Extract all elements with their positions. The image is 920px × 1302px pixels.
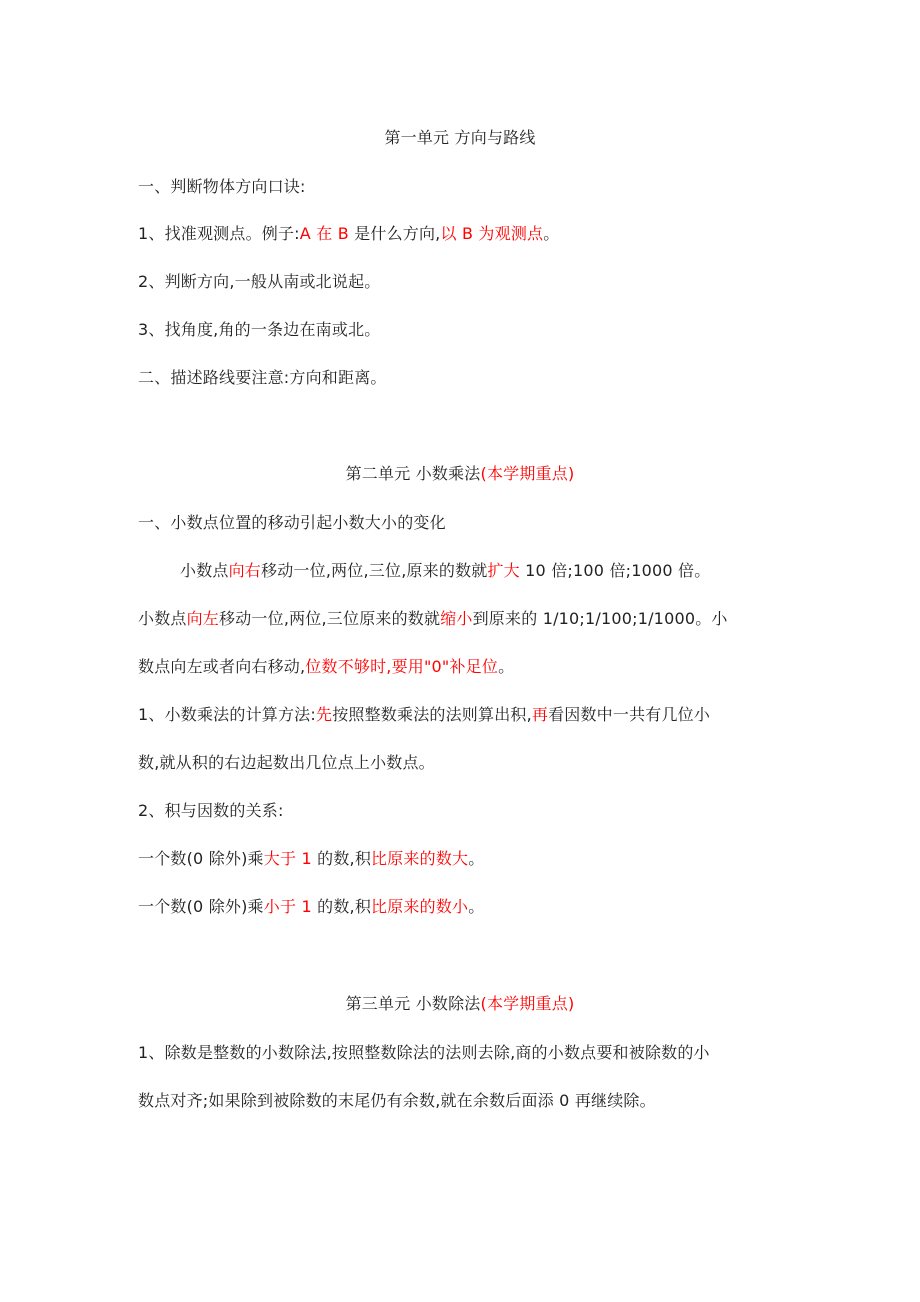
- highlight-segment: 比原来的数大: [371, 849, 469, 868]
- text-segment: 按照整数乘法的法则算出积,: [332, 705, 532, 724]
- text-segment: 数,就从积的右边起数出几位点上小数点。: [138, 753, 435, 772]
- text-segment: 1、除数是整数的小数除法,按照整数除法的法则去除,商的小数点要和被除数的小: [138, 1043, 710, 1062]
- highlight-segment: A 在 B: [299, 224, 349, 243]
- text-segment: 一个数(0 除外)乘: [138, 897, 264, 916]
- text-segment: 的数,积: [311, 849, 372, 868]
- text-segment: 。: [498, 657, 515, 676]
- unit-2-line-5: [138, 703, 710, 727]
- text-segment: 10 倍;100 倍;1000 倍。: [519, 561, 711, 580]
- highlight-segment: 先: [315, 705, 333, 724]
- text-segment: 一、小数点位置的移动引起小数大小的变化: [138, 513, 446, 532]
- highlight-segment: 以 B 为观测点: [440, 224, 544, 243]
- highlight-segment: 比原来的数小: [371, 897, 469, 916]
- text-segment: 一个数(0 除外)乘: [138, 849, 264, 868]
- highlight-segment: 向右: [228, 561, 262, 580]
- unit-2-line-6: [138, 751, 435, 775]
- text-segment: 二、描述路线要注意:方向和距离。: [138, 368, 387, 387]
- text-segment: 移动一位,两位,三位原来的数就: [219, 609, 441, 628]
- text-segment: 数点向左或者向右移动,: [138, 657, 306, 676]
- text-segment: 小数点: [138, 609, 187, 628]
- unit-1-title: [0, 126, 920, 150]
- highlight-segment: 向左: [186, 609, 220, 628]
- unit-2-title-highlight: (本学期重点): [480, 464, 575, 483]
- highlight-segment: 大于 1: [263, 849, 312, 868]
- text-segment: 的数,积: [311, 897, 372, 916]
- unit-2-line-3: [138, 607, 728, 631]
- highlight-segment: 缩小: [440, 609, 473, 628]
- text-segment: 2、积与因数的关系:: [138, 801, 284, 820]
- text-segment: 。: [543, 224, 560, 243]
- unit-1-line-2: [138, 222, 559, 246]
- unit-2-line-8: [138, 847, 484, 871]
- text-segment: 是什么方向,: [348, 224, 441, 243]
- unit-2-line-9: [138, 895, 484, 919]
- unit-2-line-4: [138, 655, 514, 679]
- text-segment: 。: [468, 897, 485, 916]
- highlight-segment: 扩大: [487, 561, 520, 580]
- highlight-segment: 位数不够时,要用"0"补足位: [305, 657, 499, 676]
- highlight-segment: 再: [531, 705, 549, 724]
- text-segment: 。: [468, 849, 485, 868]
- text-segment: 小数点: [180, 561, 229, 580]
- unit-1-line-3: [138, 270, 380, 294]
- text-segment: 看因数中一共有几位小: [548, 705, 711, 724]
- unit-1-line-1: [138, 175, 306, 199]
- unit-3-title-text: 第三单元 小数除法: [345, 994, 481, 1013]
- text-segment: 3、找角度,角的一条边在南或北。: [138, 320, 381, 339]
- unit-2-line-1: [138, 511, 446, 535]
- highlight-segment: 小于 1: [263, 897, 312, 916]
- text-segment: 到原来的 1/10;1/100;1/1000。小: [472, 609, 728, 628]
- text-segment: 2、判断方向,一般从南或北说起。: [138, 272, 381, 291]
- unit-2-title-text: 第二单元 小数乘法: [345, 464, 481, 483]
- text-segment: 1、小数乘法的计算方法:: [138, 705, 316, 724]
- unit-3-line-2: [138, 1089, 656, 1113]
- text-segment: 1、找准观测点。例子:: [138, 224, 300, 243]
- text-segment: 一、判断物体方向口诀:: [138, 177, 306, 196]
- text-segment: 移动一位,两位,三位,原来的数就: [261, 561, 488, 580]
- unit-1-line-5: [138, 366, 387, 390]
- unit-1-line-4: [138, 318, 380, 342]
- unit-2-title: [0, 462, 920, 486]
- unit-1-title-text: 第一单元 方向与路线: [384, 128, 536, 147]
- unit-2-line-7: [138, 799, 284, 823]
- unit-3-title: [0, 992, 920, 1016]
- text-segment: 数点对齐;如果除到被除数的末尾仍有余数,就在余数后面添 0 再继续除。: [138, 1091, 656, 1110]
- unit-2-line-2: [180, 559, 710, 583]
- unit-3-line-1: [138, 1041, 710, 1065]
- unit-3-title-highlight: (本学期重点): [480, 994, 575, 1013]
